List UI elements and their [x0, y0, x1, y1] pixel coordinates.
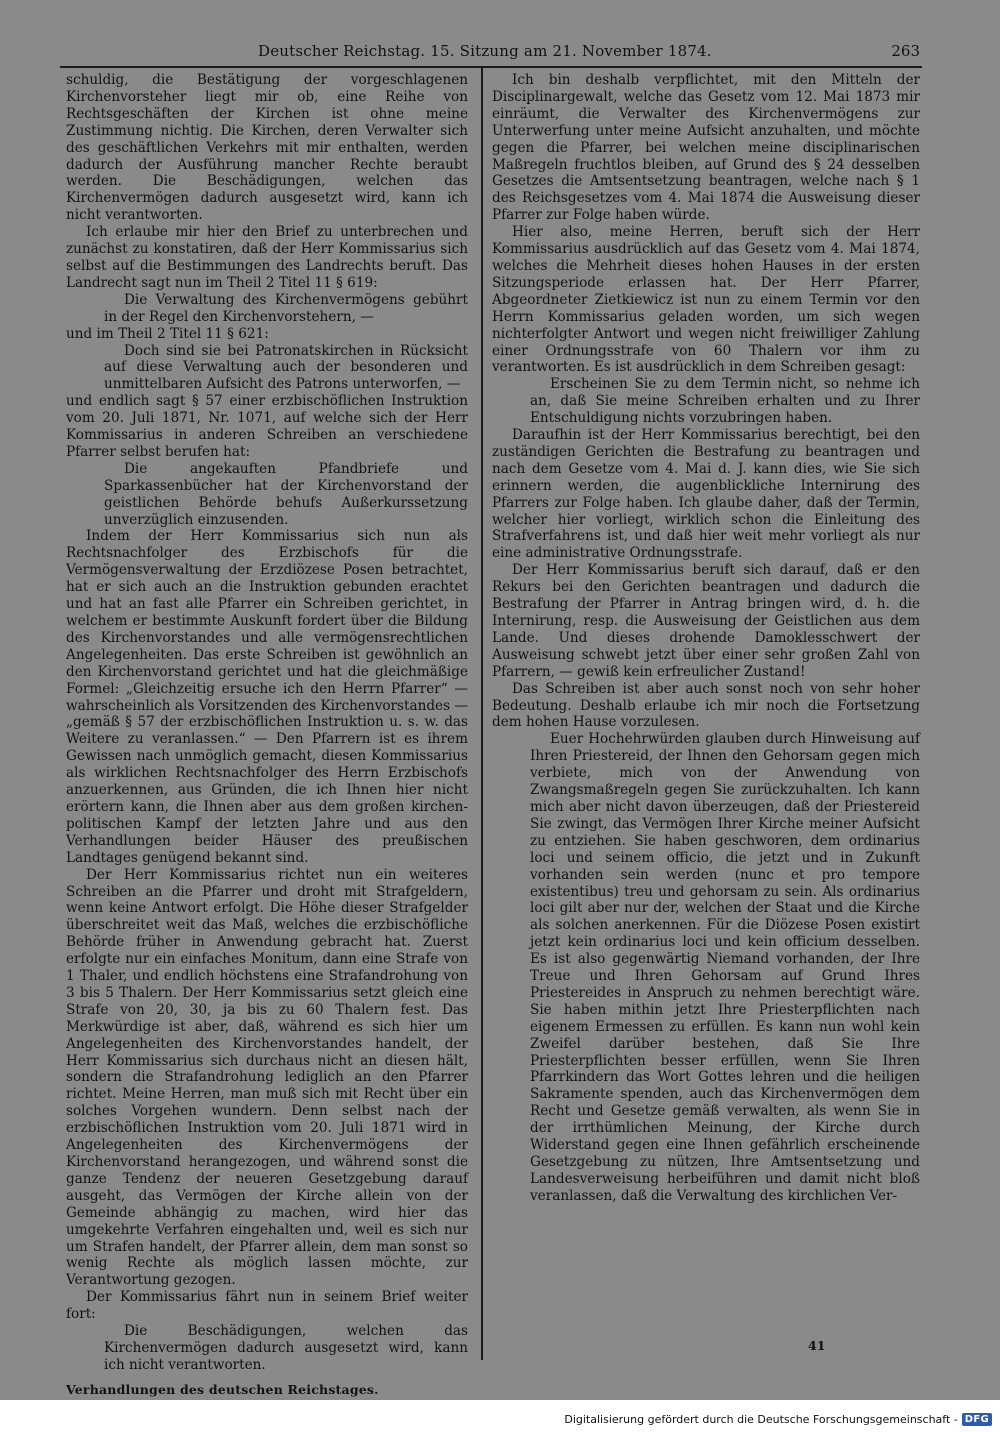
page-header: [60, 40, 920, 64]
paragraph: und im Theil 2 Titel 11 § 621:: [66, 325, 269, 342]
paragraph: Der Herr Kommissarius richtet nun ein weiteres Schreiben an die Pfarrer und droht mit Strafgeldern, wenn keine Antwort erfolgt. Die Höhe dieser Strafgelder überschreitet weit das Maß, welches die erzbischöfliche Behörde früher in Anwendung gebracht hat. Zuerst erfolgte nur ein einfaches Monitum, dann eine Strafe von 1 Thaler, und endlich höchstens eine Strafandrohung von 3 bis 5 Thalern. Der Herr Kommissarius setzt gleich eine Strafe von 20, 30, ja bis zu 60 Thalern fest. Das Merkwürdige ist aber, daß, während es sich hier um Angelegenheiten des Kirchenvorstandes handelt, der Herr Kommissarius sich durchaus nicht an diesen hält, sondern die Strafandrohung lediglich an den Pfarrer richtet. Meine Herren, man muß sich mit Recht über ein solches Vorgehen wundern. Denn selbst nach der erzbischöflichen Instruktion vom 20. Juli 1871 wird in Angelegenheiten des Kirchenvermögens der Kirchenvorstand herangezogen, und während sonst die ganze Tendenz der neueren Gesetzgebung darauf ausgeht, das Vermögen der Kirche allein von der Gemeinde abhängig zu machen, wird hier das umgekehrte Verfahren eingehalten und, weil es sich nur um Strafen handelt, der Pfarrer allein, dem man sonst so wenig Rechte als möglich lassen möchte, zur Verantwortung gezogen.: [66, 866, 468, 1289]
paragraph: Der Herr Kommissarius beruft sich darauf, daß er den Rekurs bei den Gerichten beantragen und dadurch die Bestrafung der Pfarrer in Antrag bringen wird, d. h. die Internirung, resp. die Ausweisung der Geistlichen aus dem Lande. Und dieses drohende Damoklesschwert der Ausweisung schwebt jetzt über einer sehr großen Zahl von Pfarrern, — gewiß kein erfreulicher Zustand!: [492, 562, 920, 680]
paragraph: Daraufhin ist der Herr Kommissarius berechtigt, bei den zuständigen Gerichten die Bestrafung zu beantragen und nach dem Gesetze vom 4. Mai d. J. kann dies, wie Sie sich erinnern werden, die augenblickliche Internirung des Pfarrers zur Folge haben. Ich glaube daher, daß der Termin, welcher hier vorliegt, wirklich schon die Einleitung des Strafverfahrens ist, und daß hier weit mehr vorliegt als nur eine administrative Ordnungsstrafe.: [492, 427, 920, 562]
credit-text: Digitalisierung gefördert durch die Deutsche Forschungsgemeinschaft -: [564, 1412, 958, 1426]
right-column: [492, 72, 920, 1205]
paragraph: Die Beschädigungen, welchen das Kirchenvermögen dadurch ausgesetzt wird, kann ich nicht verantworten.: [104, 1323, 468, 1373]
paragraph: Das Schreiben ist aber auch sonst noch von sehr hoher Bedeutung. Deshalb erlaube ich mir noch die Fortsetzung dem hohen Hause vorzulesen.: [492, 680, 920, 731]
paragraph: Die Verwaltung des Kirchenvermögens gebührt in der Regel den Kirchenvorstehern, —: [104, 291, 468, 325]
paragraph: Die angekauften Pfandbriefe und Sparkassenbücher hat der Kirchenvorstand der geistlichen Behörde behufs Außerkurssetzung unverzüglich einzusenden.: [104, 460, 468, 528]
paragraph: Doch sind sie bei Patronatskirchen in Rücksicht auf diese Verwaltung auch der besonderen und unmittelbaren Aufsicht des Patrons unterworfen, —: [104, 342, 468, 393]
left-column: [66, 72, 468, 1399]
paragraph: Der Kommissarius fährt nun in seinem Brief weiter fort:: [66, 1289, 468, 1323]
digitization-credit: [564, 1410, 992, 1428]
dfg-logo: DFG: [962, 1413, 992, 1426]
paragraph: schuldig, die Bestätigung der vorgeschlagenen Kirchenvorsteher liegt mir ob, eine Reihe von Rechtsgeschäften der Kirchen ist ohne meine Zustimmung nichtig. Die Kirchen, deren Verwalter sich des geschäftlichen Verkehrs mit mir enthalten, werden dadurch der Ausführung mancher Rechte beraubt werden. Die Beschädigungen, welchen das Kirchenvermögen dadurch ausgesetzt wird, kann ich nicht verantworten.: [66, 72, 468, 224]
paragraph: Euer Hochehrwürden glauben durch Hinweisung auf Ihren Priestereid, der Ihnen den Gehorsam gegen mich verbiete, mich von der Anwendung von Zwangsmaßregeln gegen Sie zurückzuhalten. Ich kann mich aber nicht davon überzeugen, daß der Priestereid Sie zwingt, das Vermögen Ihrer Kirche meiner Aufsicht zu entziehen. Sie haben geschworen, dem ordinarius loci und seinem officio, die jetzt und in Zukunft vorhanden sein werden (nunc et pro tempore existentibus) treu und gehorsam zu sein. Als ordinarius loci gilt aber nur der, welchen der Staat und die Kirche als solchen anerkennen. Für die Diözese Posen existirt jetzt kein ordinarius loci und kein officium desselben. Es ist also gegenwärtig Niemand vorhanden, der Ihre Treue und Ihren Gehorsam auf Grund Ihres Priestereides in Anspruch zu nehmen berechtigt wäre. Sie haben mithin jetzt Ihre Priesterpflichten nach eigenem Ermessen zu erfüllen. Es kann nun wohl kein Zweifel darüber bestehen, daß Sie Ihre Priesterpflichten besser erfüllen, wenn Sie Ihren Pfarrkindern das Wort Gottes lehren und die heiligen Sakramente spenden, auch das Kirchenvermögen dem Recht und Gesetze gemäß verwalten, als wenn Sie in der irrthümlichen Meinung, der Kirche durch Widerstand gegen eine Ihnen gefährlich erscheinende Gesetzgebung zu nützen, Ihre Amtsentsetzung und Landesverweisung herbeiführen und damit nicht bloß veranlassen, daß die Verwaltung des kirchlichen Ver-: [530, 731, 920, 1204]
sheet-number: 41: [808, 1338, 826, 1353]
column-footer: Verhandlungen des deutschen Reichstages.: [66, 1381, 379, 1397]
paragraph: Erscheinen Sie zu dem Termin nicht, so nehme ich an, daß Sie meine Schreiben erhalten und zu Ihrer Entschuldigung nichts vorzubringen haben.: [530, 376, 920, 427]
running-title: Deutscher Reichstag. 15. Sitzung am 21. November 1874.: [258, 42, 712, 60]
paragraph: Ich erlaube mir hier den Brief zu unterbrechen und zunächst zu konstatiren, daß der Herr Kommissarius sich selbst auf die Bestimmungen des Landrechts beruft. Das Landrecht sagt nun im Theil 2 Titel 11 § 619:: [66, 224, 468, 291]
paragraph: Ich bin deshalb verpflichtet, mit den Mitteln der Disciplinargewalt, welche das Gesetz vom 12. Mai 1873 mir einräumt, die Verwalter des Kirchenvermögens zur Unterwerfung unter meine Aufsicht anzuhalten, und möchte gegen die Pfarrer, bei welchen meine disciplinarischen Maßregeln fruchtlos bleiben, auf Grund des § 24 desselben Gesetzes die Amtsentsetzung beantragen, welche nach § 1 des Reichsgesetzes vom 4. Mai 1874 die Ausweisung dieser Pfarrer zur Folge haben würde.: [492, 72, 920, 224]
header-rule: [60, 66, 922, 68]
paragraph: und endlich sagt § 57 einer erzbischöflichen Instruktion vom 20. Juli 1871, Nr. 1071, auf welche sich der Herr Kommissarius in anderen Schreiben an verschiedene Pfarrer selbst berufen hat:: [66, 393, 468, 460]
paragraph: Hier also, meine Herren, beruft sich der Herr Kommissarius ausdrücklich auf das Gesetz vom 4. Mai 1874, welches die Mehrheit dieses hohen Hauses in der ersten Sitzungsperiode erlassen hat. Der Herr Pfarrer, Abgeordneter Zietkiewicz ist nun zu einem Termin vor den Herrn Kommissarius geladen worden, um sich wegen nichterfolgter Antwort und wegen nicht freiwilliger Zahlung einer Ordnungsstrafe von 60 Thalern vor ihm zu verantworten. Es ist ausdrücklich in dem Schreiben gesagt:: [492, 224, 920, 376]
column-divider: [481, 68, 483, 1360]
paragraph: Indem der Herr Kommissarius sich nun als Rechtsnachfolger des Erzbischofs für die Vermögensverwaltung der Erzdiözese Posen betrachtet, hat er sich auch an die Instruktion gebunden erachtet und hat an fast alle Pfarrer ein Schreiben gerichtet, in welchem er bestimmte Auskunft fordert über die Bildung des Kirchenvorstandes und alle vermögensrechtlichen Angelegenheiten. Das erste Schreiben ist gewöhnlich an den Kirchenvorstand gerichtet und hat die gleichmäßige Formel: „Gleichzeitig ersuche ich den Herrn Pfarrer“ — wahrscheinlich als Vorsitzenden des Kirchenvorstandes — „gemäß § 57 der erzbischöflichen Instruktion u. s. w. das Weitere zu veranlassen.“ — Den Pfarrern ist es ihrem Gewissen nach unmöglich gemacht, diesen Kommissarius als wirklichen Rechtsnachfolger des Herrn Erzbischofs anzuerkennen, aus Gründen, die ich Ihnen hier nicht erörtern kann, die Ihnen aber aus dem großen kirchen-politischen Kampf der letzten Jahre und aus den Verhandlungen beider Häuser des preußischen Landtages genügend bekannt sind.: [66, 528, 468, 866]
page-number: 263: [891, 42, 920, 60]
